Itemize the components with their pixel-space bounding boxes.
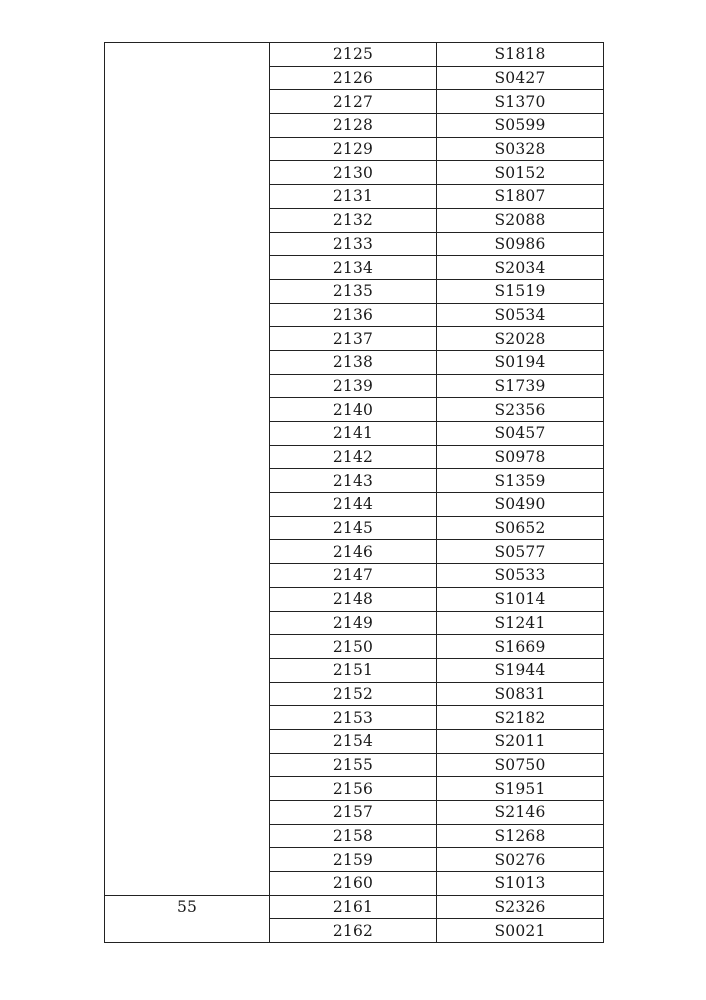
table-row: [105, 43, 604, 67]
serial-number-cell: 2133: [270, 232, 437, 256]
serial-number-cell: 2156: [270, 777, 437, 801]
code-cell: S0534: [437, 303, 604, 327]
serial-number-cell: 2152: [270, 682, 437, 706]
code-cell: S1807: [437, 185, 604, 209]
serial-number-cell: 2162: [270, 919, 437, 943]
code-cell: S0533: [437, 564, 604, 588]
serial-number-cell: 2128: [270, 114, 437, 138]
code-cell: S1669: [437, 635, 604, 659]
code-cell: S1241: [437, 611, 604, 635]
code-cell: S0276: [437, 848, 604, 872]
code-cell: S1519: [437, 279, 604, 303]
code-cell: S2326: [437, 895, 604, 919]
serial-number-cell: 2146: [270, 540, 437, 564]
serial-number-cell: 2132: [270, 208, 437, 232]
serial-number-cell: 2137: [270, 327, 437, 351]
serial-number-cell: 2157: [270, 801, 437, 825]
serial-number-cell: 2127: [270, 90, 437, 114]
code-cell: S0577: [437, 540, 604, 564]
code-cell: S1944: [437, 658, 604, 682]
serial-number-cell: 2154: [270, 729, 437, 753]
code-cell: S0652: [437, 516, 604, 540]
code-cell: S2182: [437, 706, 604, 730]
code-cell: S2146: [437, 801, 604, 825]
serial-number-cell: 2155: [270, 753, 437, 777]
serial-number-cell: 2139: [270, 374, 437, 398]
code-cell: S0152: [437, 161, 604, 185]
ledger-table-body: [105, 43, 604, 943]
serial-number-cell: 2149: [270, 611, 437, 635]
code-cell: S0194: [437, 350, 604, 374]
serial-number-cell: 2145: [270, 516, 437, 540]
code-cell: S0427: [437, 66, 604, 90]
code-cell: S1359: [437, 469, 604, 493]
code-cell: S1739: [437, 374, 604, 398]
code-cell: S0978: [437, 445, 604, 469]
code-cell: S1013: [437, 872, 604, 896]
code-cell: S0599: [437, 114, 604, 138]
serial-number-cell: 2125: [270, 43, 437, 67]
code-cell: S0328: [437, 137, 604, 161]
serial-number-cell: 2138: [270, 350, 437, 374]
code-cell: S1014: [437, 587, 604, 611]
code-cell: S0490: [437, 493, 604, 517]
serial-number-cell: 2151: [270, 658, 437, 682]
serial-number-cell: 2126: [270, 66, 437, 90]
serial-number-cell: 2158: [270, 824, 437, 848]
serial-number-cell: 2131: [270, 185, 437, 209]
code-cell: S2034: [437, 256, 604, 280]
code-cell: S2088: [437, 208, 604, 232]
serial-number-cell: 2147: [270, 564, 437, 588]
serial-number-cell: 2159: [270, 848, 437, 872]
serial-number-cell: 2144: [270, 493, 437, 517]
code-cell: S2356: [437, 398, 604, 422]
code-cell: S1268: [437, 824, 604, 848]
serial-number-cell: 2148: [270, 587, 437, 611]
code-cell: S2011: [437, 729, 604, 753]
serial-number-cell: 2150: [270, 635, 437, 659]
serial-number-cell: 2134: [270, 256, 437, 280]
code-cell: S0750: [437, 753, 604, 777]
serial-number-cell: 2143: [270, 469, 437, 493]
code-cell: S1951: [437, 777, 604, 801]
serial-number-cell: 2129: [270, 137, 437, 161]
code-cell: S2028: [437, 327, 604, 351]
group-number-cell: [105, 43, 270, 896]
serial-number-cell: 2130: [270, 161, 437, 185]
code-cell: S1818: [437, 43, 604, 67]
serial-number-cell: 2153: [270, 706, 437, 730]
serial-number-cell: 2136: [270, 303, 437, 327]
serial-number-cell: 2142: [270, 445, 437, 469]
code-cell: S0986: [437, 232, 604, 256]
code-cell: S0831: [437, 682, 604, 706]
serial-number-cell: 2160: [270, 872, 437, 896]
serial-number-cell: 2135: [270, 279, 437, 303]
group-number-cell: 55: [105, 895, 270, 942]
serial-number-cell: 2141: [270, 422, 437, 446]
table-row: [105, 895, 604, 919]
code-cell: S0457: [437, 422, 604, 446]
serial-number-cell: 2140: [270, 398, 437, 422]
code-cell: S0021: [437, 919, 604, 943]
ledger-table: [104, 42, 604, 943]
serial-number-cell: 2161: [270, 895, 437, 919]
code-cell: S1370: [437, 90, 604, 114]
